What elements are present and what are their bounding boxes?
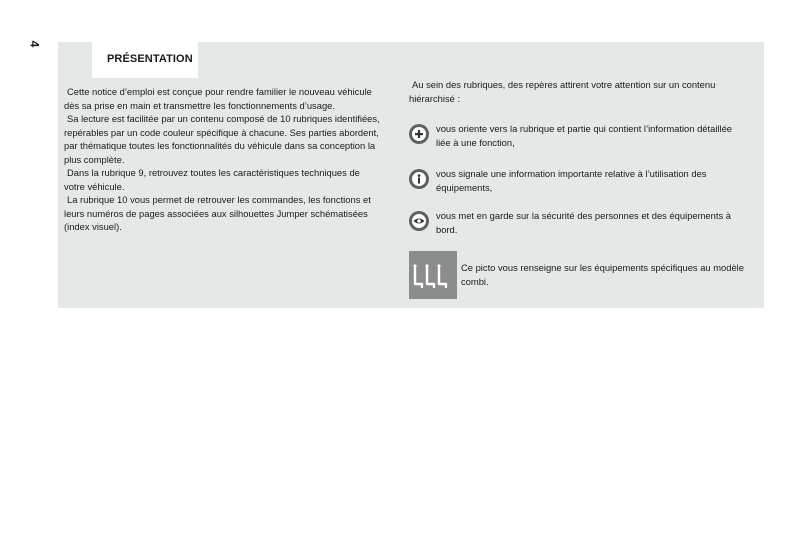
rubric-10-paragraph: La rubrique 10 vous permet de retrouver les commandes, les fonctions et leurs numéros de pages associées aux silhouettes Jumper schématisées (index visuel). <box>64 194 371 232</box>
seats-icon <box>409 251 457 299</box>
section-tab <box>92 42 198 78</box>
info-icon <box>409 169 429 189</box>
rubric-9-paragraph: Dans la rubrique 9, retrouvez toutes les caractéristiques techniques de votre véhicule. <box>64 167 360 192</box>
right-column-intro <box>409 78 749 105</box>
plus-icon <box>409 124 429 144</box>
page-number: 4 <box>27 40 42 48</box>
intro-paragraph: Cette notice d’emploi est conçue pour rendre familier le nouveau véhicule dès sa prise en main et transmettre les fonctionnements d’usage. <box>64 86 372 111</box>
section-title: PRÉSENTATION <box>107 53 193 65</box>
marker-combi-text: Ce picto vous renseigne sur les équipements spécifiques au modèle combi. <box>461 262 744 287</box>
left-column <box>64 85 382 234</box>
marker-info-text: vous signale une information importante relative à l’utilisation des équipements, <box>436 168 707 193</box>
marker-eye-text: vous met en garde sur la sécurité des personnes et des équipements à bord. <box>436 210 731 235</box>
eye-icon <box>409 211 429 231</box>
markers-intro: Au sein des rubriques, des repères attirent votre attention sur un contenu hiérarchisé : <box>409 79 716 104</box>
marker-plus-text: vous oriente vers la rubrique et partie qui contient l’information détaillée liée à une fonction, <box>436 123 732 148</box>
reading-paragraph: Sa lecture est facilitée par un contenu composé de 10 rubriques identifiées, repérables par un code couleur spécifique à chacune. Ses parties abordent, par thématique toutes les fonctionnalités du véhicule dans sa conception la plus complète. <box>64 113 380 165</box>
